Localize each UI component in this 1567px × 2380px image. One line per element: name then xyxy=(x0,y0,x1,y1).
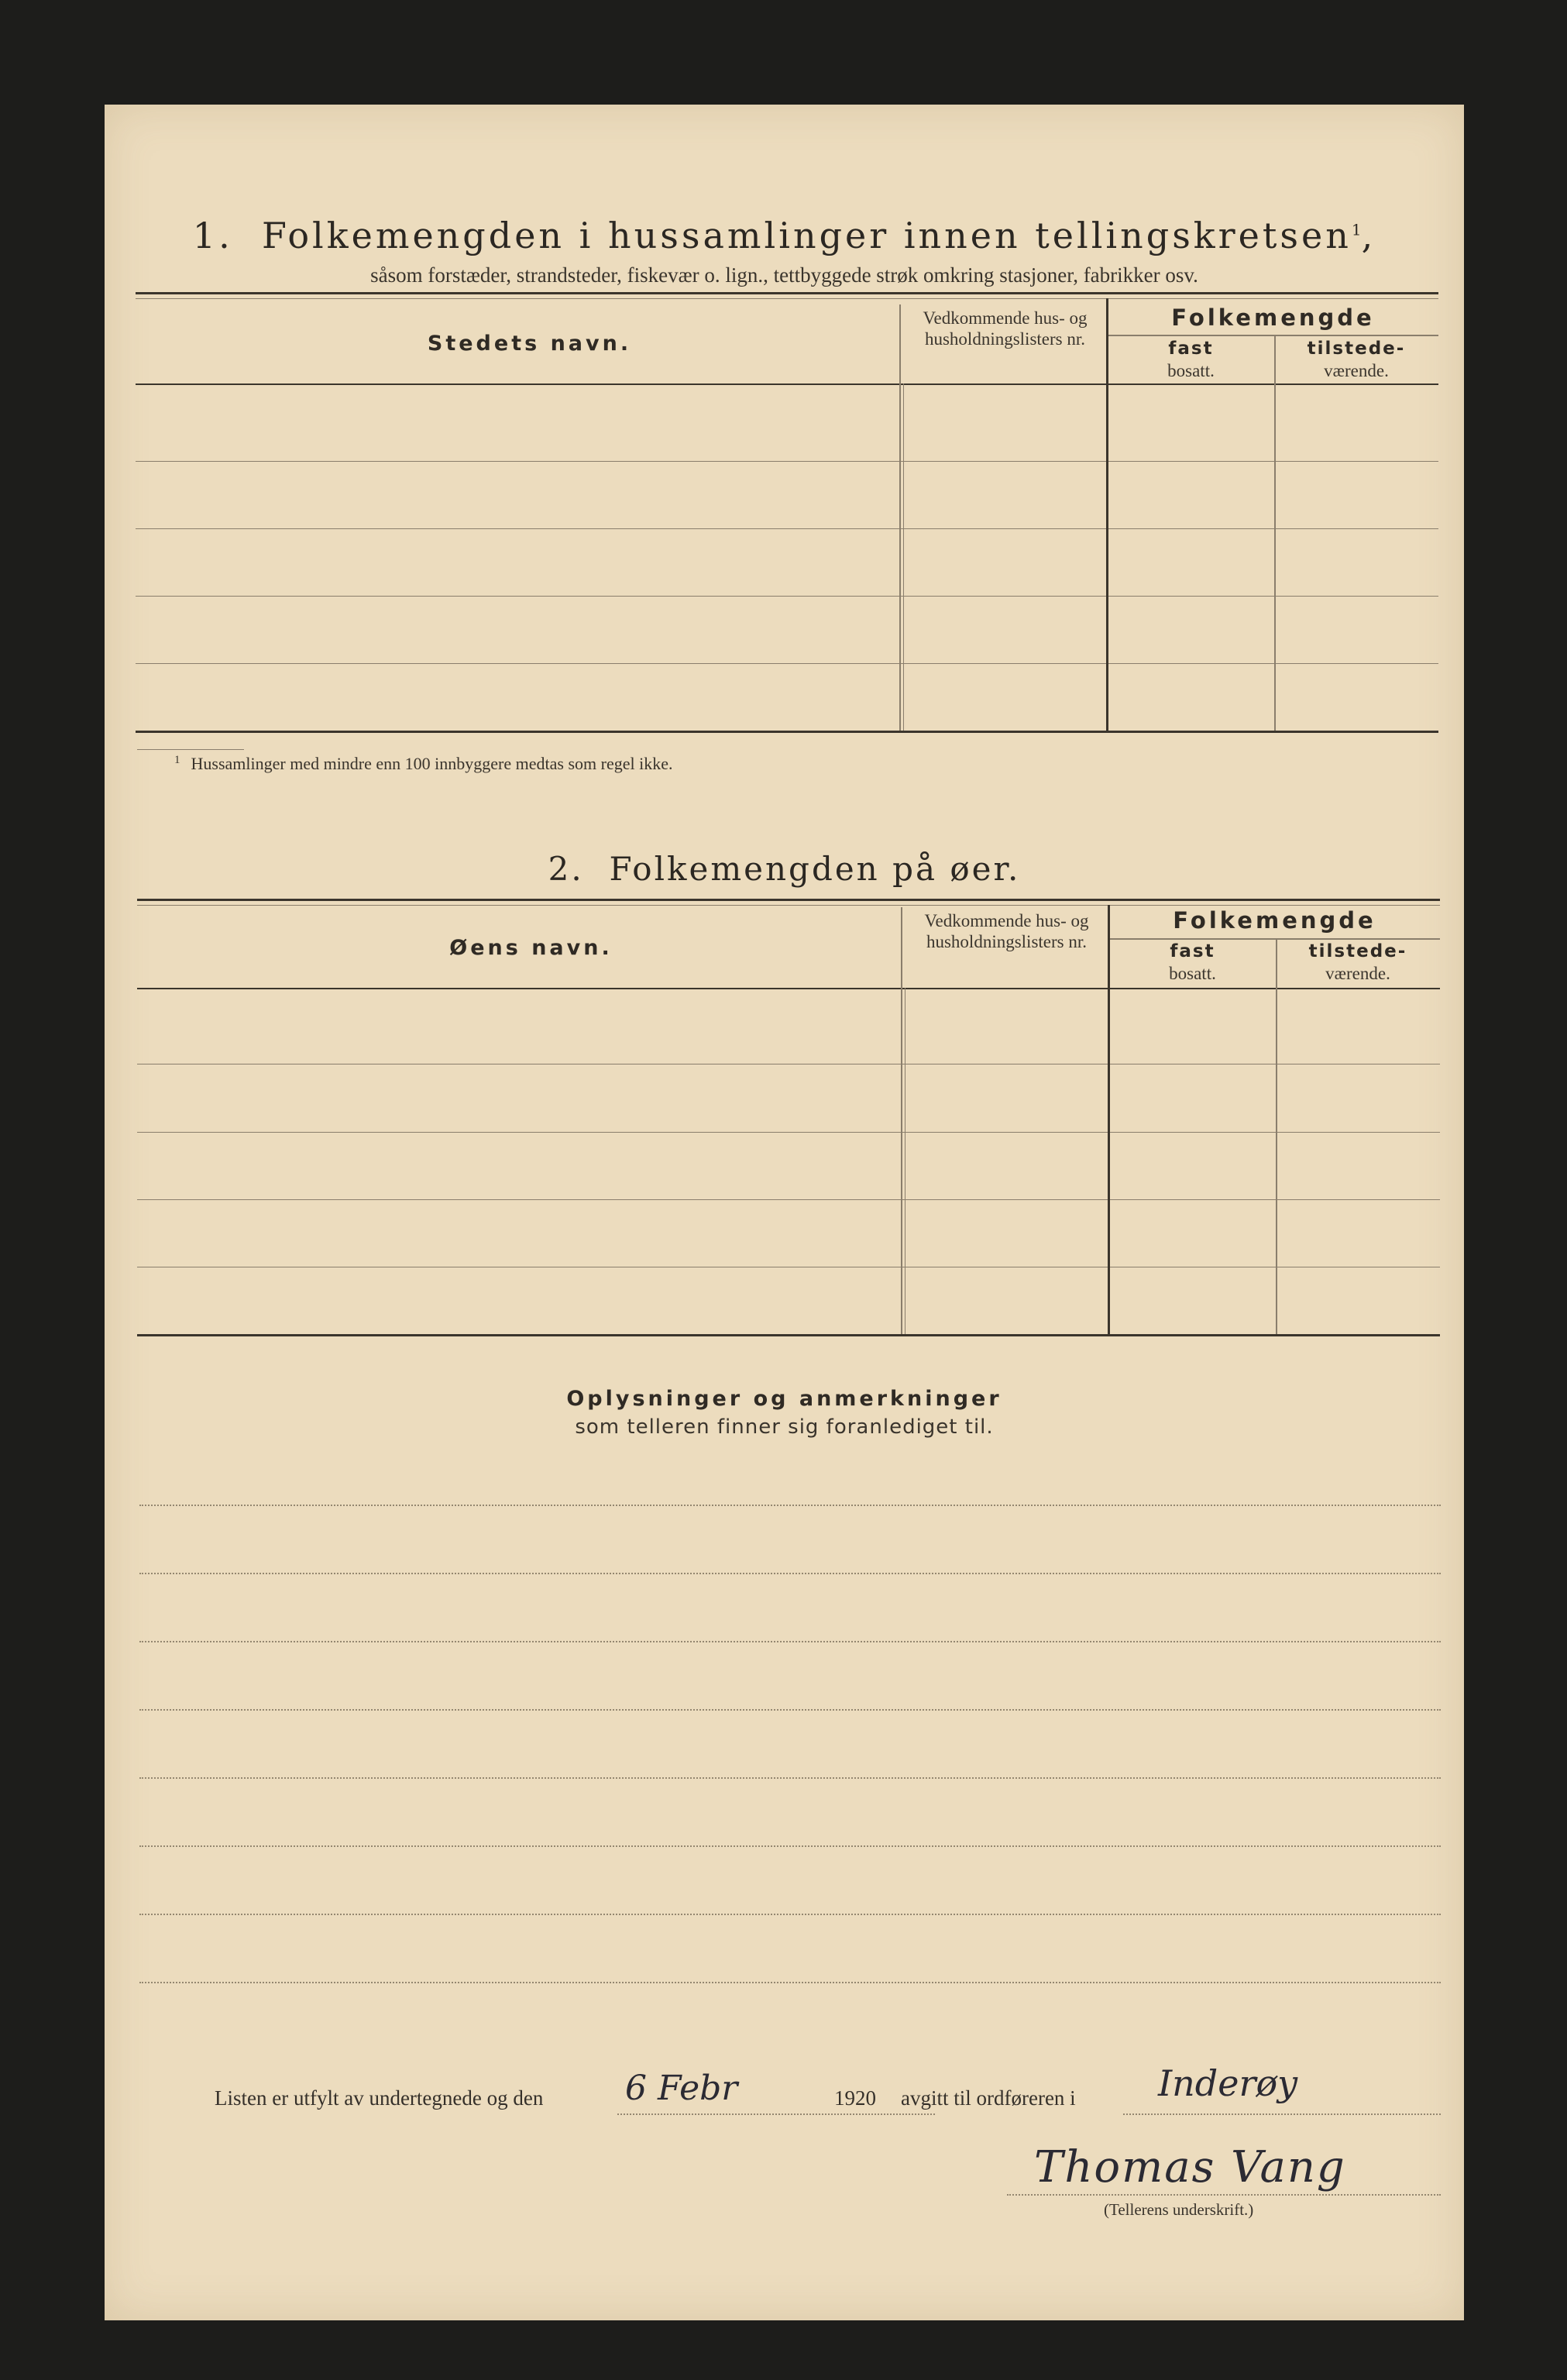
section2-col-lists: Vedkommende hus- og husholdningslisters nr. xyxy=(924,911,1089,951)
statement-prefix: Listen er utfylt av undertegnede og den xyxy=(215,2086,544,2110)
handwritten-place: Inderøy xyxy=(1158,2062,1298,2104)
section1-col-tilstede-vaerende: værende. xyxy=(1324,361,1389,380)
section2-col-place: Øens navn. xyxy=(449,936,613,960)
section2-col-tilstede: tilstede- xyxy=(1308,941,1407,961)
section2-title-text: Folkemengden på øer. xyxy=(609,850,1021,888)
section1-title-comma: , xyxy=(1361,215,1376,256)
census-form-page xyxy=(105,105,1464,2320)
section1-title xyxy=(105,215,1464,256)
section1-col-population: Folkemengde xyxy=(1171,304,1375,331)
section1-title-text: Folkemengden i hussamlinger innen tellingskretsen xyxy=(261,215,1352,256)
section2-title xyxy=(105,850,1464,888)
section1-col-place: Stedets navn. xyxy=(427,332,632,356)
section2-col-tilstede-vaerende: værende. xyxy=(1325,964,1390,983)
section2-col-population: Folkemengde xyxy=(1173,907,1376,934)
section1-subtitle: såsom forstæder, strandsteder, fiskevær o. lign., tettbyggede strøk omkring stasjoner, fabrikker osv. xyxy=(370,263,1198,287)
section1-footnote xyxy=(174,754,672,774)
section2-col-fast-bosatt: bosatt. xyxy=(1169,964,1216,983)
remarks-subtitle: som telleren finner sig foranlediget til. xyxy=(575,1415,994,1439)
signature-caption: (Tellerens underskrift.) xyxy=(1104,2200,1254,2219)
section1-number: 1. xyxy=(192,215,233,256)
remarks-title: Oplysninger og anmerkninger xyxy=(566,1387,1002,1411)
section1-col-lists: Vedkommende hus- og husholdningslisters nr. xyxy=(923,308,1088,349)
statement-year: 1920 xyxy=(834,2086,876,2110)
section1-title-footnote-mark: 1 xyxy=(1351,220,1362,239)
footnote-text: Hussamlinger med mindre enn 100 innbyggere medtas som regel ikke. xyxy=(191,754,673,773)
section1-col-fast: fast xyxy=(1168,339,1214,359)
handwritten-date: 6 Febr xyxy=(625,2069,738,2108)
section2-number: 2. xyxy=(548,850,584,888)
footnote-mark: 1 xyxy=(174,754,180,766)
statement-middle: avgitt til ordføreren i xyxy=(901,2086,1076,2110)
section1-col-tilstede: tilstede- xyxy=(1307,339,1406,359)
handwritten-signature: Thomas Vang xyxy=(1034,2142,1346,2193)
section1-col-fast-bosatt: bosatt. xyxy=(1167,361,1215,380)
section2-col-fast: fast xyxy=(1170,941,1215,961)
